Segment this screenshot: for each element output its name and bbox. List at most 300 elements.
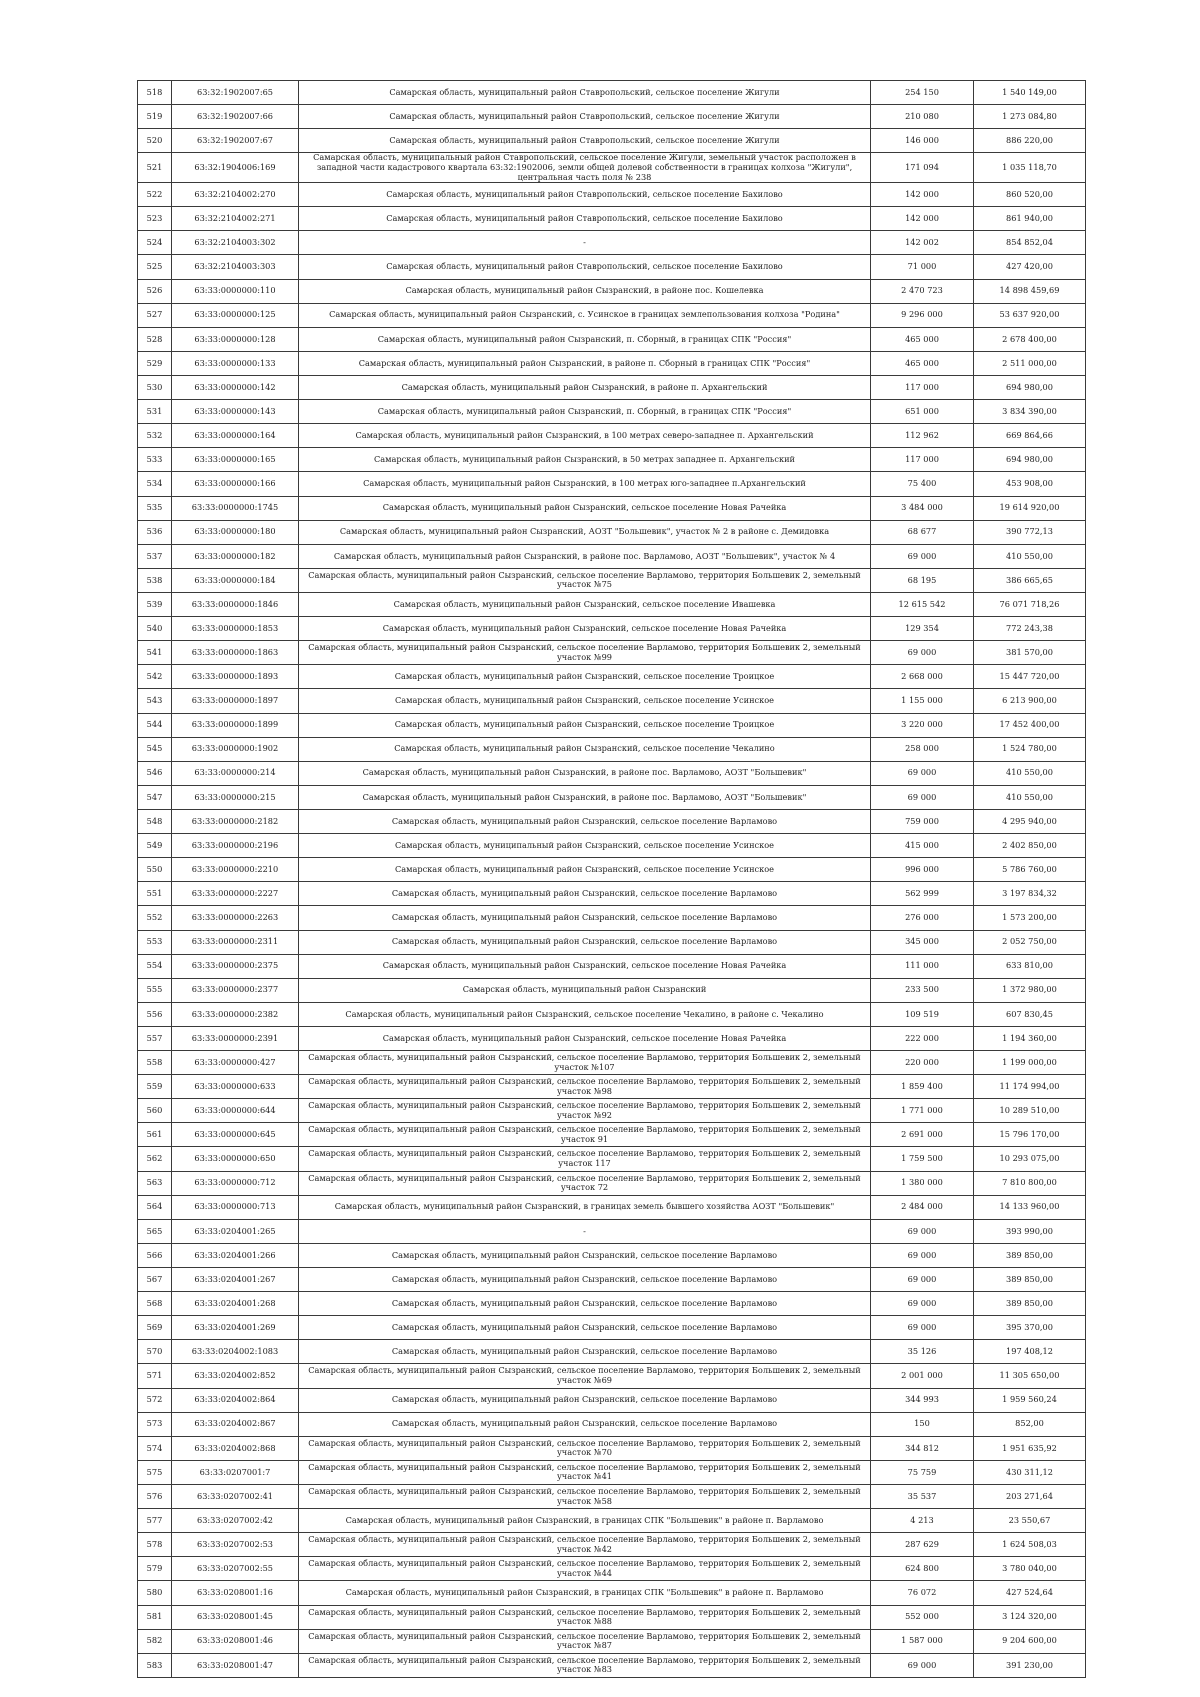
cadastral-value-cell: 2 402 850,00 [974,834,1086,858]
table-row [138,183,1086,207]
row-number-cell: 520 [138,129,172,153]
cadastral-number-cell: 63:33:0000000:133 [172,351,299,375]
area-cell: 150 [871,1412,974,1436]
cadastral-number-cell: 63:33:0000000:1902 [172,737,299,761]
cadastral-number-cell: 63:32:2104002:270 [172,183,299,207]
table-row [138,930,1086,954]
table-row [138,1219,1086,1243]
area-cell: 562 999 [871,882,974,906]
table-row [138,1171,1086,1195]
area-cell: 9 296 000 [871,303,974,327]
address-cell: Самарская область, муниципальный район Сызранский, сельское поселение Варламово, территория Большевик 2, земельный участок №44 [299,1557,871,1581]
table-row [138,375,1086,399]
area-cell: 69 000 [871,1653,974,1677]
row-number-cell: 526 [138,279,172,303]
table-row [138,761,1086,785]
row-number-cell: 532 [138,424,172,448]
cadastral-number-cell: 63:33:0000000:2311 [172,930,299,954]
address-cell: Самарская область, муниципальный район Сызранский, сельское поселение Ивашевка [299,592,871,616]
address-cell: Самарская область, муниципальный район Сызранский, в районе пос. Кошелевка [299,279,871,303]
table-row [138,153,1086,183]
cadastral-number-cell: 63:33:0000000:2391 [172,1026,299,1050]
address-cell: Самарская область, муниципальный район Сызранский, в 50 метрах западнее п. Архангельский [299,448,871,472]
table-row [138,1364,1086,1388]
address-cell: Самарская область, муниципальный район Сызранский, сельское поселение Новая Рачейка [299,954,871,978]
row-number-cell: 533 [138,448,172,472]
area-cell: 287 629 [871,1533,974,1557]
address-cell: Самарская область, муниципальный район Сызранский, в районе п. Архангельский [299,375,871,399]
cadastral-value-cell: 15 447 720,00 [974,665,1086,689]
row-number-cell: 547 [138,785,172,809]
address-cell: Самарская область, муниципальный район Сызранский, с. Усинское в границах землепользования колхоза "Родина" [299,303,871,327]
cadastral-number-cell: 63:33:0000000:166 [172,472,299,496]
area-cell: 233 500 [871,978,974,1002]
row-number-cell: 546 [138,761,172,785]
row-number-cell: 524 [138,231,172,255]
cadastral-number-cell: 63:33:0208001:46 [172,1629,299,1653]
area-cell: 142 000 [871,183,974,207]
table-body [138,81,1086,1678]
table-row [138,303,1086,327]
area-cell: 71 000 [871,255,974,279]
area-cell: 117 000 [871,375,974,399]
area-cell: 254 150 [871,81,974,105]
cadastral-number-cell: 63:33:0204001:266 [172,1243,299,1267]
area-cell: 117 000 [871,448,974,472]
area-cell: 76 072 [871,1581,974,1605]
row-number-cell: 559 [138,1075,172,1099]
table-row [138,1340,1086,1364]
area-cell: 146 000 [871,129,974,153]
cadastral-number-cell: 63:33:0000000:645 [172,1123,299,1147]
address-cell: Самарская область, муниципальный район Сызранский, сельское поселение Варламово, территория Большевик 2, земельный участок 117 [299,1147,871,1171]
cadastral-number-cell: 63:33:0000000:215 [172,785,299,809]
row-number-cell: 562 [138,1147,172,1171]
area-cell: 624 800 [871,1557,974,1581]
cadastral-value-cell: 886 220,00 [974,129,1086,153]
area-cell: 69 000 [871,641,974,665]
row-number-cell: 572 [138,1388,172,1412]
table-row [138,1388,1086,1412]
area-cell: 69 000 [871,544,974,568]
cadastral-number-cell: 63:33:0000000:2196 [172,834,299,858]
address-cell: Самарская область, муниципальный район Сызранский, сельское поселение Варламово [299,1292,871,1316]
table-row [138,592,1086,616]
area-cell: 465 000 [871,351,974,375]
table-row [138,1533,1086,1557]
row-number-cell: 544 [138,713,172,737]
cadastral-number-cell: 63:33:0000000:713 [172,1195,299,1219]
area-cell: 651 000 [871,400,974,424]
row-number-cell: 579 [138,1557,172,1581]
table-row [138,1292,1086,1316]
address-cell: - [299,231,871,255]
cadastral-number-cell: 63:33:0000000:180 [172,520,299,544]
address-cell: Самарская область, муниципальный район Сызранский, сельское поселение Усинское [299,834,871,858]
cadastral-number-cell: 63:33:0204001:268 [172,1292,299,1316]
cadastral-value-cell: 76 071 718,26 [974,592,1086,616]
cadastral-number-cell: 63:33:0000000:184 [172,568,299,592]
area-cell: 2 001 000 [871,1364,974,1388]
address-cell: Самарская область, муниципальный район Сызранский, сельское поселение Чекалино [299,737,871,761]
cadastral-number-cell: 63:33:0000000:182 [172,544,299,568]
table-row [138,1460,1086,1484]
row-number-cell: 543 [138,689,172,713]
address-cell: Самарская область, муниципальный район Сызранский, в районе пос. Варламово, АОЗТ "Большевик" [299,785,871,809]
cadastral-number-cell: 63:33:0204001:265 [172,1219,299,1243]
cadastral-number-cell: 63:33:0000000:1846 [172,592,299,616]
table-row [138,713,1086,737]
address-cell: Самарская область, муниципальный район Сызранский, сельское поселение Новая Рачейка [299,1026,871,1050]
table-row [138,785,1086,809]
row-number-cell: 535 [138,496,172,520]
row-number-cell: 541 [138,641,172,665]
table-row [138,1485,1086,1509]
row-number-cell: 525 [138,255,172,279]
area-cell: 1 859 400 [871,1075,974,1099]
cadastral-value-cell: 427 524,64 [974,1581,1086,1605]
table-row [138,689,1086,713]
row-number-cell: 519 [138,105,172,129]
cadastral-value-cell: 3 197 834,32 [974,882,1086,906]
address-cell: Самарская область, муниципальный район Сызранский, сельское поселение Варламово [299,930,871,954]
row-number-cell: 549 [138,834,172,858]
cadastral-value-cell: 11 174 994,00 [974,1075,1086,1099]
address-cell: Самарская область, муниципальный район Ставропольский, сельское поселение Жигули [299,81,871,105]
row-number-cell: 583 [138,1653,172,1677]
row-number-cell: 567 [138,1268,172,1292]
table-row [138,882,1086,906]
area-cell: 69 000 [871,761,974,785]
cadastral-value-cell: 1 540 149,00 [974,81,1086,105]
cadastral-value-cell: 1 624 508,03 [974,1533,1086,1557]
address-cell: Самарская область, муниципальный район Сызранский, сельское поселение Варламово [299,1340,871,1364]
address-cell: Самарская область, муниципальный район Сызранский, сельское поселение Варламово, территория Большевик 2, земельный участок №83 [299,1653,871,1677]
address-cell: Самарская область, муниципальный район Сызранский, п. Сборный, в границах СПК "Россия" [299,400,871,424]
cadastral-number-cell: 63:33:0204001:269 [172,1316,299,1340]
address-cell: Самарская область, муниципальный район Сызранский, сельское поселение Варламово, территория Большевик 2, земельный участок №92 [299,1099,871,1123]
address-cell: Самарская область, муниципальный район Сызранский, сельское поселение Чекалино, в районе с. Чекалино [299,1002,871,1026]
cadastral-value-cell: 1 035 118,70 [974,153,1086,183]
cadastral-value-cell: 410 550,00 [974,544,1086,568]
cadastral-value-cell: 9 204 600,00 [974,1629,1086,1653]
row-number-cell: 553 [138,930,172,954]
address-cell: Самарская область, муниципальный район Сызранский, сельское поселение Варламово [299,1268,871,1292]
cadastral-number-cell: 63:33:0204001:267 [172,1268,299,1292]
cadastral-value-cell: 4 295 940,00 [974,809,1086,833]
cadastral-value-cell: 1 273 084,80 [974,105,1086,129]
area-cell: 68 195 [871,568,974,592]
row-number-cell: 530 [138,375,172,399]
area-cell: 2 470 723 [871,279,974,303]
row-number-cell: 569 [138,1316,172,1340]
cadastral-number-cell: 63:33:0000000:2182 [172,809,299,833]
address-cell: Самарская область, муниципальный район Сызранский, сельское поселение Варламово [299,1388,871,1412]
cadastral-number-cell: 63:33:0000000:1853 [172,617,299,641]
area-cell: 220 000 [871,1051,974,1075]
address-cell: Самарская область, муниципальный район Сызранский, сельское поселение Варламово, территория Большевик 2, земельный участок №42 [299,1533,871,1557]
area-cell: 1 771 000 [871,1099,974,1123]
row-number-cell: 552 [138,906,172,930]
cadastral-value-cell: 203 271,64 [974,1485,1086,1509]
area-cell: 552 000 [871,1605,974,1629]
cadastral-number-cell: 63:32:1902007:67 [172,129,299,153]
address-cell: Самарская область, муниципальный район Сызранский, сельское поселение Варламово, территория Большевик 2, земельный участок №70 [299,1436,871,1460]
row-number-cell: 568 [138,1292,172,1316]
cadastral-value-cell: 19 614 920,00 [974,496,1086,520]
area-cell: 3 220 000 [871,713,974,737]
row-number-cell: 565 [138,1219,172,1243]
address-cell: Самарская область, муниципальный район Сызранский, сельское поселение Варламово [299,906,871,930]
table-row [138,1557,1086,1581]
row-number-cell: 527 [138,303,172,327]
area-cell: 109 519 [871,1002,974,1026]
address-cell: Самарская область, муниципальный район Сызранский, сельское поселение Новая Рачейка [299,617,871,641]
address-cell: Самарская область, муниципальный район Сызранский, сельское поселение Троицкое [299,713,871,737]
row-number-cell: 578 [138,1533,172,1557]
area-cell: 69 000 [871,1316,974,1340]
cadastral-value-cell: 669 864,66 [974,424,1086,448]
cadastral-number-cell: 63:33:0204002:852 [172,1364,299,1388]
row-number-cell: 564 [138,1195,172,1219]
area-cell: 69 000 [871,785,974,809]
row-number-cell: 573 [138,1412,172,1436]
cadastral-value-cell: 14 898 459,69 [974,279,1086,303]
table-row [138,617,1086,641]
address-cell: Самарская область, муниципальный район Сызранский, в районе пос. Варламово, АОЗТ "Большевик" [299,761,871,785]
row-number-cell: 570 [138,1340,172,1364]
table-row [138,809,1086,833]
row-number-cell: 555 [138,978,172,1002]
table-row [138,568,1086,592]
address-cell: Самарская область, муниципальный район Сызранский, сельское поселение Варламово, территория Большевик 2, земельный участок №75 [299,568,871,592]
area-cell: 1 155 000 [871,689,974,713]
address-cell: Самарская область, муниципальный район Сызранский, сельское поселение Варламово, территория Большевик 2, земельный участок №41 [299,1460,871,1484]
area-cell: 4 213 [871,1509,974,1533]
cadastral-value-cell: 852,00 [974,1412,1086,1436]
address-cell: Самарская область, муниципальный район Сызранский, сельское поселение Усинское [299,858,871,882]
address-cell: Самарская область, муниципальный район Сызранский, сельское поселение Варламово [299,1412,871,1436]
cadastral-value-cell: 14 133 960,00 [974,1195,1086,1219]
cadastral-number-cell: 63:33:0207002:53 [172,1533,299,1557]
area-cell: 2 668 000 [871,665,974,689]
table-row [138,496,1086,520]
address-cell: Самарская область, муниципальный район Сызранский, сельское поселение Варламово, территория Большевик 2, земельный участок 91 [299,1123,871,1147]
cadastral-number-cell: 63:33:0208001:16 [172,1581,299,1605]
cadastral-value-cell: 410 550,00 [974,761,1086,785]
table-row [138,834,1086,858]
address-cell: Самарская область, муниципальный район Сызранский, сельское поселение Варламово [299,882,871,906]
area-cell: 142 000 [871,207,974,231]
address-cell: Самарская область, муниципальный район Сызранский, в 100 метрах северо-западнее п. Архангельский [299,424,871,448]
cadastral-number-cell: 63:33:0204002:867 [172,1412,299,1436]
cadastral-number-cell: 63:33:0000000:1893 [172,665,299,689]
cadastral-number-cell: 63:33:0207002:41 [172,1485,299,1509]
cadastral-value-cell: 391 230,00 [974,1653,1086,1677]
table-row [138,520,1086,544]
cadastral-value-cell: 389 850,00 [974,1243,1086,1267]
row-number-cell: 542 [138,665,172,689]
cadastral-number-cell: 63:33:0000000:427 [172,1051,299,1075]
row-number-cell: 554 [138,954,172,978]
row-number-cell: 560 [138,1099,172,1123]
row-number-cell: 536 [138,520,172,544]
row-number-cell: 550 [138,858,172,882]
area-cell: 210 080 [871,105,974,129]
address-cell: Самарская область, муниципальный район Сызранский, в границах земель бывшего хозяйства АОЗТ "Большевик" [299,1195,871,1219]
row-number-cell: 558 [138,1051,172,1075]
cadastral-value-cell: 2 511 000,00 [974,351,1086,375]
address-cell: Самарская область, муниципальный район Сызранский, сельское поселение Варламово, территория Большевик 2, земельный участок №99 [299,641,871,665]
cadastral-number-cell: 63:32:1904006:169 [172,153,299,183]
cadastral-number-cell: 63:32:2104002:271 [172,207,299,231]
cadastral-value-cell: 1 573 200,00 [974,906,1086,930]
cadastral-value-cell: 430 311,12 [974,1460,1086,1484]
row-number-cell: 561 [138,1123,172,1147]
area-cell: 111 000 [871,954,974,978]
address-cell: Самарская область, муниципальный район Ставропольский, сельское поселение Бахилово [299,207,871,231]
cadastral-value-cell: 5 786 760,00 [974,858,1086,882]
area-cell: 35 537 [871,1485,974,1509]
table-row [138,1629,1086,1653]
cadastral-number-cell: 63:33:0204002:864 [172,1388,299,1412]
area-cell: 465 000 [871,327,974,351]
cadastral-value-cell: 410 550,00 [974,785,1086,809]
row-number-cell: 574 [138,1436,172,1460]
table-row [138,105,1086,129]
cadastral-number-cell: 63:33:0208001:47 [172,1653,299,1677]
cadastral-number-cell: 63:33:0000000:2375 [172,954,299,978]
row-number-cell: 537 [138,544,172,568]
row-number-cell: 529 [138,351,172,375]
cadastral-value-cell: 390 772,13 [974,520,1086,544]
table-row [138,255,1086,279]
table-row [138,1099,1086,1123]
cadastral-number-cell: 63:33:0000000:214 [172,761,299,785]
cadastral-value-cell: 23 550,67 [974,1509,1086,1533]
cadastral-value-cell: 395 370,00 [974,1316,1086,1340]
cadastral-number-cell: 63:33:0000000:633 [172,1075,299,1099]
table-row [138,1605,1086,1629]
cadastral-value-cell: 1 951 635,92 [974,1436,1086,1460]
cadastral-number-cell: 63:33:0000000:2227 [172,882,299,906]
table-row [138,129,1086,153]
area-cell: 3 484 000 [871,496,974,520]
table-row [138,1075,1086,1099]
cadastral-value-cell: 1 372 980,00 [974,978,1086,1002]
row-number-cell: 521 [138,153,172,183]
cadastral-number-cell: 63:33:0000000:128 [172,327,299,351]
cadastral-value-cell: 2 052 750,00 [974,930,1086,954]
address-cell: Самарская область, муниципальный район Сызранский, сельское поселение Варламово, территория Большевик 2, земельный участок №87 [299,1629,871,1653]
table-row [138,954,1086,978]
address-cell: Самарская область, муниципальный район Сызранский, в районе п. Сборный в границах СПК "Россия" [299,351,871,375]
row-number-cell: 522 [138,183,172,207]
table-row [138,327,1086,351]
cadastral-number-cell: 63:33:0000000:650 [172,1147,299,1171]
address-cell: Самарская область, муниципальный район Сызранский, в границах СПК "Большевик" в районе п. Варламово [299,1509,871,1533]
table-row [138,1509,1086,1533]
land-plots-table [137,80,1086,1678]
area-cell: 69 000 [871,1243,974,1267]
cadastral-value-cell: 7 810 800,00 [974,1171,1086,1195]
address-cell: Самарская область, муниципальный район Сызранский, сельское поселение Варламово [299,1243,871,1267]
area-cell: 171 094 [871,153,974,183]
cadastral-number-cell: 63:33:0207001:7 [172,1460,299,1484]
area-cell: 69 000 [871,1268,974,1292]
cadastral-value-cell: 389 850,00 [974,1268,1086,1292]
cadastral-number-cell: 63:33:0000000:2263 [172,906,299,930]
address-cell: Самарская область, муниципальный район Сызранский, в районе пос. Варламово, АОЗТ "Большевик", участок № 4 [299,544,871,568]
cadastral-value-cell: 197 408,12 [974,1340,1086,1364]
cadastral-number-cell: 63:32:2104003:303 [172,255,299,279]
row-number-cell: 518 [138,81,172,105]
area-cell: 1 759 500 [871,1147,974,1171]
table-row [138,1316,1086,1340]
cadastral-value-cell: 3 834 390,00 [974,400,1086,424]
cadastral-value-cell: 1 194 360,00 [974,1026,1086,1050]
address-cell: Самарская область, муниципальный район Ставропольский, сельское поселение Жигули [299,105,871,129]
table-row [138,207,1086,231]
address-cell: - [299,1219,871,1243]
address-cell: Самарская область, муниципальный район Сызранский, сельское поселение Варламово, территория Большевик 2, земельный участок №88 [299,1605,871,1629]
cadastral-value-cell: 860 520,00 [974,183,1086,207]
area-cell: 276 000 [871,906,974,930]
table-row [138,858,1086,882]
area-cell: 222 000 [871,1026,974,1050]
cadastral-number-cell: 63:33:0000000:143 [172,400,299,424]
area-cell: 75 400 [871,472,974,496]
cadastral-number-cell: 63:33:0000000:644 [172,1099,299,1123]
cadastral-value-cell: 386 665,65 [974,568,1086,592]
table-row [138,1268,1086,1292]
cadastral-value-cell: 453 908,00 [974,472,1086,496]
table-row [138,1653,1086,1677]
area-cell: 1 380 000 [871,1171,974,1195]
cadastral-number-cell: 63:32:1902007:66 [172,105,299,129]
cadastral-value-cell: 3 780 040,00 [974,1557,1086,1581]
table-row [138,1412,1086,1436]
address-cell: Самарская область, муниципальный район Сызранский, сельское поселение Усинское [299,689,871,713]
address-cell: Самарская область, муниципальный район Сызранский, сельское поселение Варламово, территория Большевик 2, земельный участок №98 [299,1075,871,1099]
cadastral-value-cell: 1 199 000,00 [974,1051,1086,1075]
cadastral-value-cell: 10 289 510,00 [974,1099,1086,1123]
cadastral-number-cell: 63:32:2104003:302 [172,231,299,255]
cadastral-value-cell: 10 293 075,00 [974,1147,1086,1171]
table-row [138,472,1086,496]
cadastral-number-cell: 63:33:0000000:1899 [172,713,299,737]
row-number-cell: 581 [138,1605,172,1629]
address-cell: Самарская область, муниципальный район Сызранский, сельское поселение Варламово [299,809,871,833]
cadastral-value-cell: 17 452 400,00 [974,713,1086,737]
area-cell: 258 000 [871,737,974,761]
address-cell: Самарская область, муниципальный район Сызранский [299,978,871,1002]
row-number-cell: 534 [138,472,172,496]
cadastral-number-cell: 63:33:0000000:110 [172,279,299,303]
table-row [138,978,1086,1002]
table-row [138,1581,1086,1605]
table-row [138,665,1086,689]
cadastral-value-cell: 381 570,00 [974,641,1086,665]
row-number-cell: 538 [138,568,172,592]
cadastral-value-cell: 2 678 400,00 [974,327,1086,351]
table-row [138,1436,1086,1460]
row-number-cell: 580 [138,1581,172,1605]
area-cell: 2 484 000 [871,1195,974,1219]
cadastral-value-cell: 427 420,00 [974,255,1086,279]
table-row [138,544,1086,568]
row-number-cell: 551 [138,882,172,906]
